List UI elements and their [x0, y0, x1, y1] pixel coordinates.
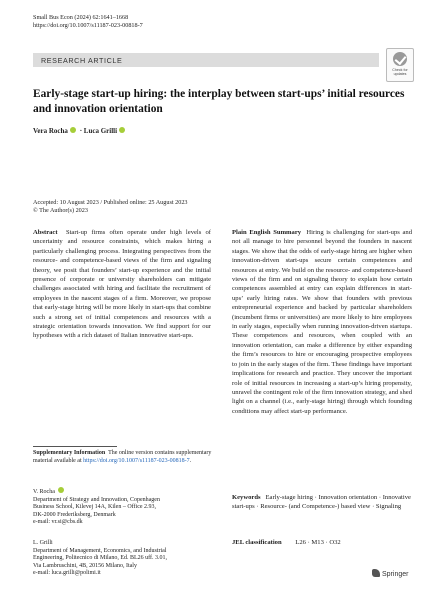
abstract	[33, 228, 211, 341]
author-separator: ·	[79, 127, 83, 135]
affiliation	[33, 487, 213, 527]
affiliation-author: V. Rocha	[33, 489, 55, 495]
keywords-heading: Keywords	[232, 494, 261, 501]
doi-line[interactable]: https://doi.org/10.1007/s11187-023-00818-7	[33, 22, 143, 29]
affiliation-line: Department of Management, Economics, and Industrial	[33, 547, 167, 554]
springer-logo-icon	[372, 569, 380, 577]
check-for-updates-label: Check for updates	[392, 68, 408, 77]
author-name[interactable]: Luca Grilli	[83, 127, 118, 135]
affiliation-email[interactable]: e-mail: luca.grilli@polimi.it	[33, 570, 101, 577]
accepted-published-line: Accepted: 10 August 2023 / Published online: 25 August 2023	[33, 199, 188, 206]
plain-english-summary	[232, 228, 412, 416]
jel-classification	[232, 539, 341, 546]
affiliation-line: Department of Strategy and Innovation, Copenhagen	[33, 496, 160, 503]
abstract-heading: Abstract	[33, 229, 58, 236]
supplementary-end: .	[189, 457, 192, 464]
summary-text: Hiring is challenging for start-ups and not all manage to hire personnel beyond the founders in nascent stages. We show that the odds of early-stage hiring are higher when innovation-driven start-ups secure certain competences and resources at entry. We build on the resource- and competence-based views of the firm and on signaling theory to explain how certain competences assembled at entry can explain differences in start-ups’ early hiring rates. We show that founders with previous entrepreneurial experience and backed by particular shareholders (incumbent firms or universities) are more likely to hire employees in early stages, especially when running innovation-driven startups. These competences and resources, when coupled with an innovation orientation, can make a difference by either expanding the firm’s resources to hire or encouraging prospective employees to join in the early stages of the firm. These findings have important implications for research and practice. They uncover the important role of initial resources in increasing a start-up’s hiring propensity, unravel the contingent role of the firm innovation strategy, and shed light on a channel (i.e., early-stage hiring) through which founding conditions may affect start-up performance.	[232, 229, 412, 415]
footnote-divider	[33, 446, 117, 447]
affiliation	[33, 540, 213, 578]
orcid-icon[interactable]	[119, 127, 125, 133]
orcid-icon[interactable]	[58, 487, 64, 493]
affiliation-line: Engineering, Politecnico di Milano, Ed. BL26 uff. 3.01,	[33, 555, 168, 562]
publisher-logo	[372, 569, 408, 578]
affiliation-email[interactable]: e-mail: vr.si@cbs.dk	[33, 519, 83, 526]
abstract-text: Start-up firms often operate under high levels of uncertainty and resource constraints, which makes hiring a particularly challenging process. Integrating perspectives from the resource- and competence-based views of the firm and signaling theory, we posit that founders’ start-up experience and the initial presence of corporate or university shareholders can mitigate challenges associated with hiring and facilitate the recruitment of employees in the nascent stages of a firm. Moreover, we propose that early-stage hiring will be more likely in start-ups that combine such a strong set of initial competences and resources with a strategic orientation towards innovation. We find support for our hypotheses with a rich dataset of Italian innovative start-ups.	[33, 229, 211, 340]
article-title: Early-stage start-up hiring: the interplay between start-ups’ initial resources and innovation orientation	[33, 88, 405, 115]
affiliation-line: Business School, Kilevej 14A, Kilen – Office 2.93,	[33, 504, 157, 511]
supplementary-link[interactable]: https://doi.org/10.1007/s11187-023-00818-7	[83, 457, 190, 464]
jel-heading: JEL classification	[232, 539, 282, 546]
publication-dates	[33, 199, 188, 215]
copyright-line: © The Author(s) 2023	[33, 207, 88, 214]
journal-line: Small Bus Econ (2024) 62:1641–1668	[33, 14, 129, 21]
summary-heading: Plain English Summary	[232, 229, 302, 236]
supplementary-info	[33, 450, 213, 465]
publisher-name: Springer	[382, 571, 409, 578]
author-name[interactable]: Vera Rocha	[33, 127, 68, 135]
affiliation-author: L. Grilli	[33, 540, 53, 546]
article-type-banner	[33, 53, 379, 67]
orcid-icon[interactable]	[70, 127, 76, 133]
keywords-text: Early-stage hiring · Innovation orientation · Innovative start-ups · Resource- (and Competence-) based view · Signaling	[232, 494, 411, 511]
affiliation-line: Via Lambruschini, 4B, 20156 Milano, Italy	[33, 562, 137, 569]
journal-citation	[33, 14, 143, 30]
supplementary-heading: Supplementary Information	[33, 450, 106, 456]
keywords	[232, 493, 412, 512]
check-for-updates-icon	[393, 52, 407, 66]
check-for-updates-badge[interactable]	[386, 48, 414, 82]
affiliation-line: DK-2000 Frederiksberg, Denmark	[33, 511, 116, 518]
jel-codes: L26 · M13 · O32	[295, 539, 341, 546]
author-list	[33, 127, 127, 135]
supplementary-text: The online version contains supplementary material available at	[33, 450, 212, 464]
article-type-label: RESEARCH ARTICLE	[41, 56, 123, 65]
